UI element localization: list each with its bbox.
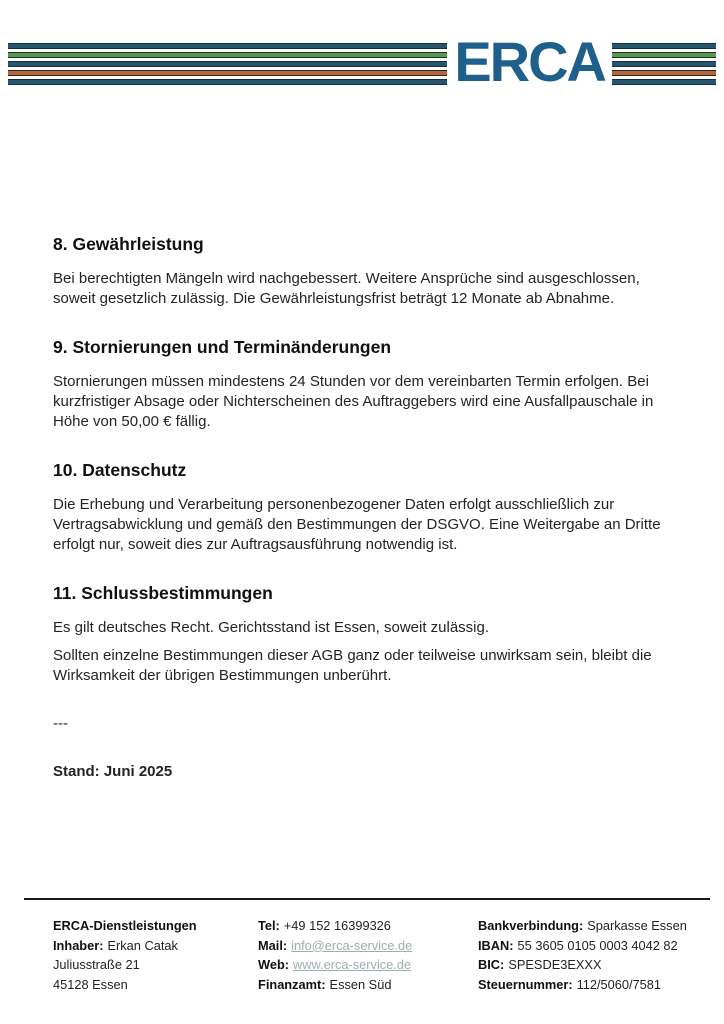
owner-label: Inhaber: — [53, 937, 104, 953]
steuernummer-value: 112/5060/7581 — [576, 976, 662, 992]
section-datenschutz — [53, 460, 675, 555]
header-stripe — [612, 43, 716, 49]
footer-contact-column — [258, 916, 412, 994]
text-separator: --- — [53, 715, 68, 732]
bic-label: BIC: — [478, 957, 505, 972]
footer-bank-row — [478, 916, 687, 936]
header-stripes-left — [8, 43, 447, 85]
section-heading: 10. Datenschutz — [53, 460, 187, 480]
iban-label: IBAN: — [478, 937, 514, 953]
footer-city: 45128 Essen — [53, 976, 128, 992]
bic-value: SPESDE3EXXX — [508, 957, 602, 972]
header-stripe — [612, 70, 716, 76]
iban-value: 55 3605 0105 0003 4042 82 — [517, 937, 678, 953]
footer-divider — [24, 898, 710, 900]
company-logo: ERCA — [454, 30, 605, 93]
header-stripe — [8, 79, 447, 85]
footer-mail-row — [258, 936, 412, 956]
section-paragraph: Es gilt deutsches Recht. Gerichtsstand ist Essen, soweit zulässig. — [53, 619, 490, 636]
footer-company-name — [53, 916, 201, 936]
section-stornierungen — [53, 337, 675, 432]
section-heading: 8. Gewährleistung — [53, 234, 204, 254]
header-stripe — [8, 43, 447, 49]
web-link[interactable]: www.erca-service.de — [293, 957, 412, 972]
section-heading: 11. Schlussbestimmungen — [53, 583, 273, 603]
header-stripe — [612, 61, 716, 67]
header-stripe — [8, 61, 447, 67]
section-heading: 9. Stornierungen und Terminänderungen — [53, 337, 392, 357]
header-stripes-right — [612, 43, 716, 85]
section-schlussbestimmungen — [53, 583, 675, 686]
section-paragraph: Die Erhebung und Verarbeitung personenbezogener Daten erfolgt ausschließlich zur Vertragsabwicklung und gemäß den Bestimmungen der DSGVO. Eine Weitergabe an Dritte erfolgt nur, soweit dies zur Auftragsausführung notwendig ist. — [53, 496, 661, 553]
header-stripe — [612, 79, 716, 85]
footer-iban-row — [478, 936, 687, 956]
finanzamt-value: Essen Süd — [329, 976, 392, 992]
section-paragraph: Sollten einzelne Bestimmungen dieser AGB ganz oder teilweise unwirksam sein, bleibt die Wirksamkeit der übrigen Bestimmungen unberührt. — [53, 647, 652, 684]
footer-steuernummer-row — [478, 975, 687, 995]
section-paragraph: Bei berechtigten Mängeln wird nachgebessert. Weitere Ansprüche sind ausgeschlossen, soweit gesetzlich zulässig. Die Gewährleistungsfrist beträgt 12 Monate ab Abnahme. — [53, 270, 640, 307]
version-note: Stand: Juni 2025 — [53, 763, 173, 780]
footer-tel-row — [258, 916, 412, 936]
section-paragraph: Stornierungen müssen mindestens 24 Stunden vor dem vereinbarten Termin erfolgen. Bei kurzfristiger Absage oder Nichterscheinen des Auftraggebers wird eine Ausfallpauschale in Höhe von 50,00 € fällig. — [53, 373, 654, 430]
footer-owner-row — [53, 936, 201, 956]
header-stripe — [8, 52, 447, 58]
footer-web-row — [258, 955, 412, 975]
header-stripe — [612, 52, 716, 58]
footer-bank-column — [478, 916, 687, 994]
footer-company-column — [53, 916, 201, 994]
bank-label: Bankverbindung: — [478, 918, 584, 933]
finanzamt-label: Finanzamt: — [258, 976, 326, 992]
document-body — [53, 234, 675, 790]
mail-link[interactable]: info@erca-service.de — [291, 937, 413, 953]
header-stripe — [8, 70, 447, 76]
bank-value: Sparkasse Essen — [587, 918, 687, 933]
footer-finanzamt-row — [258, 975, 412, 995]
header-band — [8, 30, 716, 93]
section-gewaehrleistung — [53, 234, 675, 309]
footer-bic-row — [478, 955, 687, 975]
company-name: ERCA-Dienstleistungen — [53, 918, 197, 933]
web-label: Web: — [258, 957, 290, 972]
steuernummer-label: Steuernummer: — [478, 976, 573, 992]
owner-value: Erkan Catak — [107, 937, 178, 953]
mail-label: Mail: — [258, 937, 288, 953]
tel-value: +49 152 16399326 — [283, 918, 391, 933]
footer-street: Juliusstraße 21 — [53, 957, 140, 972]
tel-label: Tel: — [258, 918, 280, 933]
